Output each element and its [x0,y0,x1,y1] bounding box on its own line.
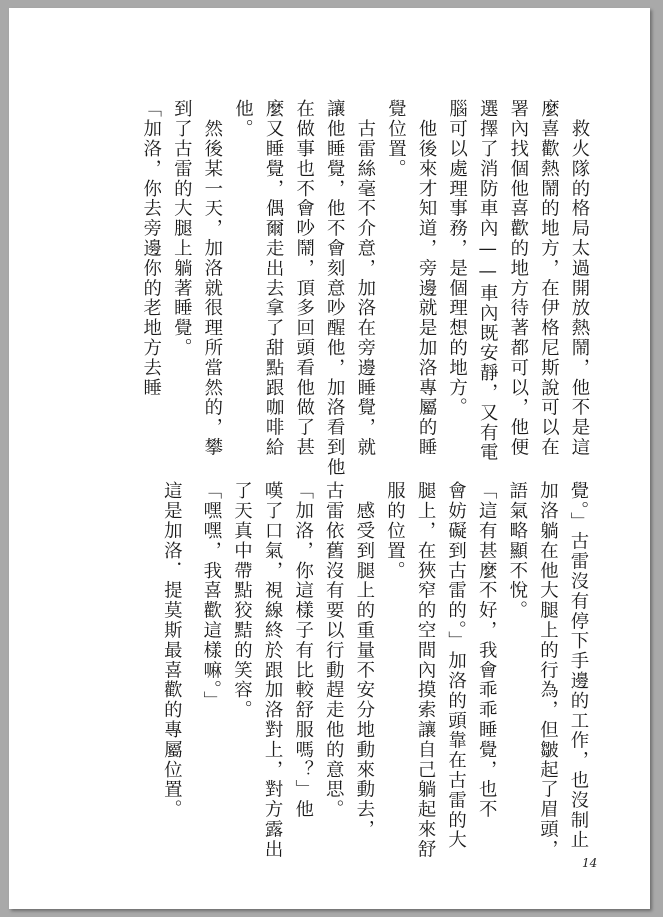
text-column: 讓他睡覺，他不會刻意吵醒他，加洛看到他 [324,99,346,478]
text-column: 覺位置。 [385,99,407,179]
lower-text-block [156,481,593,860]
text-column: 麼喜歡熱鬧的地方，在伊格尼斯說可以在 [538,99,560,458]
page-number: 14 [582,856,598,870]
text-column: 服的位置。 [384,481,406,581]
text-column: 選擇了消防車內——車內既安靜，又有電 [477,99,499,463]
text-column: 加洛躺在他大腿上的行為，但皺起了眉頭， [537,481,559,860]
text-column: 在做事也不會吵鬧，頂多回頭看他做了甚 [293,99,315,458]
section-break [186,481,195,849]
text-column: 這是加洛．提莫斯最喜歡的專屬位置。 [161,481,183,820]
text-column: 「加洛，你這樣子有比較舒服嗎？」他 [292,481,314,820]
text-column: 然後某一天，加洛就很理所當然的，攀 [201,99,223,458]
upper-text-block [135,99,594,478]
text-column: 救火隊的格局太過開放熱鬧，他不是這 [569,99,590,458]
text-column: 會妨礙到古雷的。」加洛的頭靠在古雷的大 [445,481,467,850]
text-column: 了天真中帶點狡黠的笑容。 [231,481,253,720]
text-column: 署內找個他喜歡的地方待著都可以，他便 [507,99,529,458]
text-column: 他。 [232,99,254,139]
text-column: 嘆了口氣，視線終於跟加洛對上，對方露出 [262,481,284,860]
text-column: 感受到腿上的重量不安分地動來動去， [353,481,375,840]
text-column: 古雷絲毫不介意，加洛在旁邊睡覺，就 [354,99,376,458]
text-column: 到了古雷的大腿上躺著睡覺。 [171,99,193,358]
text-column: 他後來才知道，旁邊就是加洛專屬的睡 [416,99,438,458]
text-column: 「這有甚麼不好，我會乖乖睡覺，也不 [476,481,498,820]
text-column: 腿上，在狹窄的空間內摸索讓自己躺起來舒 [415,481,437,860]
text-column: 古雷依舊沒有要以行動趕走他的意思。 [323,481,345,820]
text-column: 覺。」古雷沒有停下手邊的工作，也沒制止 [568,481,589,850]
text-column: 麼又睡覺，偶爾走出去拿了甜點跟咖啡給 [263,99,285,458]
book-page [9,8,650,909]
text-column: 「加洛，你去旁邊你的老地方去睡 [140,99,162,398]
text-column: 語氣略顯不悅。 [506,481,528,621]
text-column: 「嘿嘿，我喜歡這樣嘛。」 [200,481,222,711]
text-column: 腦可以處理事務，是個理想的地方。 [446,99,468,418]
